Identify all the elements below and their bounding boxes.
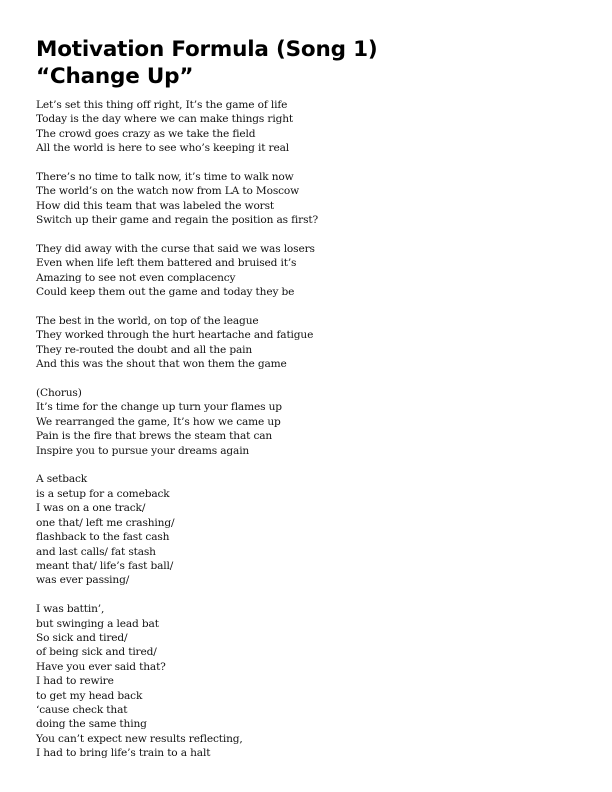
lyric-line: Inspire you to pursue your dreams again (36, 444, 250, 457)
lyric-line: of being sick and tired/ (36, 646, 157, 659)
lyric-line: All the world is here to see who’s keeping it real (36, 142, 289, 155)
stanza-3 (36, 242, 586, 300)
lyric-line: and last calls/ fat stash (36, 545, 156, 558)
lyric-line: They worked through the hurt heartache and fatigue (36, 329, 314, 342)
lyric-line: I had to rewire (36, 675, 114, 688)
lyric-line: to get my head back (36, 689, 143, 702)
lyric-line: How did this team that was labeled the worst (36, 199, 274, 212)
lyric-line: Even when life left them battered and bruised it’s (36, 257, 297, 270)
lyric-line: It’s time for the change up turn your flames up (36, 401, 282, 414)
stanza-6 (36, 472, 586, 587)
lyric-line: Today is the day where we can make things right (36, 113, 293, 126)
lyric-line: Amazing to see not even complacency (36, 271, 236, 284)
stanza-1 (36, 98, 586, 156)
lyric-line: Switch up their game and regain the position as first? (36, 214, 318, 227)
lyric-line: was ever passing/ (36, 574, 130, 587)
document-page (36, 36, 586, 761)
lyric-line: A setback (36, 473, 88, 486)
lyric-line: There’s no time to talk now, it’s time to walk now (36, 171, 294, 184)
title-line-main: Motivation Formula (Song 1) (36, 37, 378, 62)
lyric-line: The crowd goes crazy as we take the field (36, 127, 256, 140)
lyric-line: I had to bring life’s train to a halt (36, 747, 211, 760)
lyric-line: We rearranged the game, It’s how we came up (36, 415, 281, 428)
lyric-line: Let’s set this thing off right, It’s the game of life (36, 99, 288, 111)
lyric-line: The world’s on the watch now from LA to Moscow (36, 185, 300, 198)
lyric-line: one that/ left me crashing/ (36, 516, 175, 529)
lyric-line: They did away with the curse that said we was losers (36, 243, 315, 256)
song-title (36, 36, 586, 90)
lyric-line: You can’t expect new results reflecting, (36, 732, 243, 745)
lyric-line: Could keep them out the game and today they be (36, 286, 295, 299)
lyric-line: meant that/ life’s fast ball/ (36, 559, 174, 572)
lyric-line: They re-routed the doubt and all the pain (36, 343, 253, 356)
lyrics-body (36, 98, 586, 761)
chorus-label: (Chorus) (36, 387, 82, 400)
stanza-4 (36, 314, 586, 372)
lyric-line: is a setup for a comeback (36, 487, 170, 500)
title-line-subtitle: “Change Up” (36, 64, 194, 89)
lyric-line: flashback to the fast cash (36, 531, 170, 544)
lyric-line: ‘cause check that (36, 703, 128, 716)
stanza-7 (36, 602, 586, 760)
lyric-line: doing the same thing (36, 718, 147, 731)
lyric-line: I was battin’, (36, 603, 105, 616)
lyric-line: but swinging a lead bat (36, 617, 159, 630)
lyric-line: I was on a one track/ (36, 502, 146, 515)
lyric-line: So sick and tired/ (36, 631, 128, 644)
lyric-line: Pain is the fire that brews the steam that can (36, 430, 273, 443)
lyric-line: The best in the world, on top of the league (36, 315, 259, 328)
lyric-line: Have you ever said that? (36, 660, 166, 673)
stanza-chorus (36, 386, 586, 458)
lyric-line: And this was the shout that won them the game (36, 358, 287, 371)
stanza-2 (36, 170, 586, 228)
